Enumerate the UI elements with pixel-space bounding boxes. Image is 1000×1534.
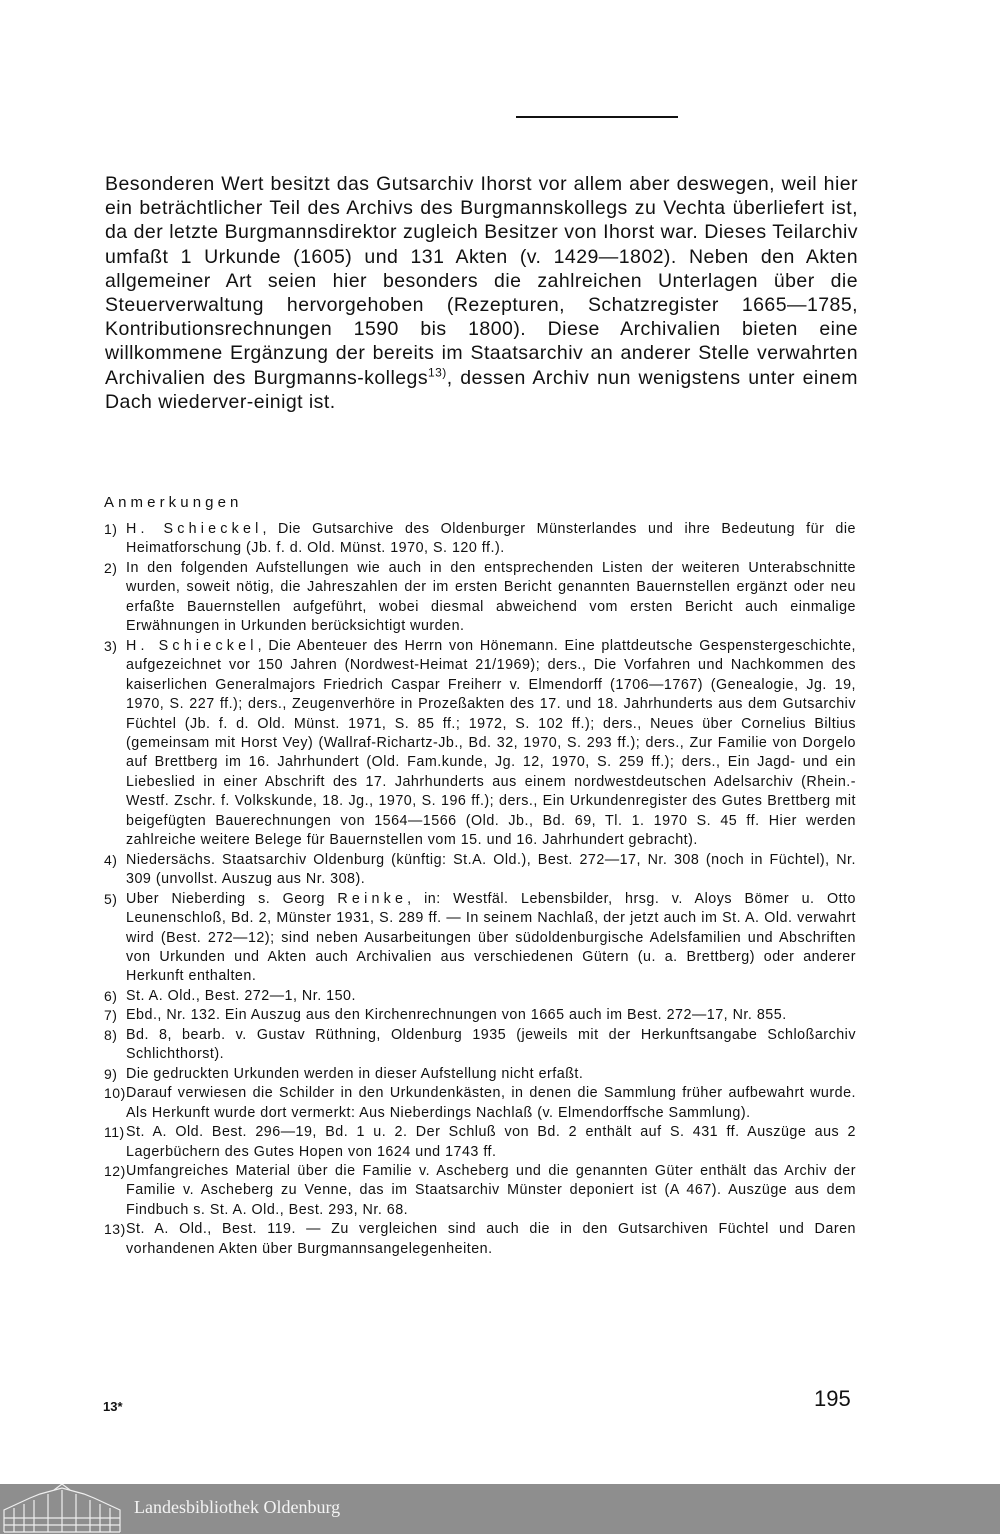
footnote-text: , in: Westfäl. Lebensbilder, hrsg. v. Aloys Bömer u. Otto Leunenschloß, Bd. 2, Münster 1931, S. 289 ff. — In seinem Nachlaß, der jetzt auch im St. A. Old. verwahrt wird (Best. 272—12); sind neben Ausarbeitungen über südoldenburgische Adelsfamilien und Abschriften von Urkunden und Akten auch Archivalien aus verschiedenen Gütern (u. a. Brettberg) oder anderer Herkunft enthalten. <box>126 890 856 985</box>
footnote-text: Umfangreiches Material über die Familie v. Ascheberg und die genannten Güter enthält das Archiv der Familie v. Ascheberg zu Venne, das im Staatsarchiv Münster deponiert ist (A 467). Auszüge aus dem Findbuch s. St. A. Old., Best. 293, Nr. 68. <box>126 1162 856 1218</box>
footnote-number: 13) <box>104 1221 126 1238</box>
footnote-author: H. Schieckel <box>126 521 263 537</box>
main-paragraph <box>105 172 858 414</box>
footnote-number: 5) <box>104 890 118 907</box>
footnote-text: , Die Abenteuer des Herrn von Hönemann. Eine plattdeutsche Gespenstergeschichte, aufgezeichnet vor 150 Jahren (Nordwest-Heimat 21/1969); ders., Die Vorfahren und Nachkommen des kaiserlichen Generalmajors Friedrich Caspar Freiherr v. Elmendorff (1706—1767) (Genealogie, Jg. 19, 1970, S. 227 ff.); ders., Zeugenverhöre in Prozeßakten des 17. und 18. Jahrhunderts aus dem Gutsarchiv Füchtel (Jb. f. d. Old. Münst. 1971, S. 85 ff.; 1972, S. 102 ff.); ders., Neues über Cornelius Biltius (gemeinsam mit Horst Vey) (Wallraf-Richartz-Jb., Bd. 32, 1970, S. 293 ff.); ders., Zur Familie von Dorgelo auf Brettberg im 16. Jahrhundert (Old. Fam.kunde, Jg. 12, 1970, S. 259 ff.); ders., Ein Jagd- und ein Liebeslied in einer Abschrift des 17. Jahrhunderts aus einem nordwestdeutschen Adelsarchiv (Rhein.-Westf. Zschr. f. Volkskunde, 18. Jg., 1970, S. 196 ff.); ders., Ein Urkundenregister des Gutes Brettberg mit beigefügten Bauerechnungen von 1564—1566 (Old. Jb., Bd. 69, Tl. 1. 1970 S. 45 ff. Hier werden zahlreiche weitere Belege für Bauernstellen vom 15. und 16. Jahrhundert gebracht). <box>126 637 856 849</box>
footnote-11 <box>104 1123 856 1162</box>
footnote-text: Darauf verwiesen die Schilder in den Urkundenkästen, in denen die Sammlung früher aufbewahrt wurde. Als Herkunft wurde dort vermerkt: Aus Nieberdings Nachlaß (v. Elmendorffsche Sammlung). <box>126 1085 856 1121</box>
footnote-text: , Die Gutsarchive des Oldenburger Münsterlandes und ihre Bedeutung für die Heimatforschung (Jb. f. d. Old. Münst. 1970, S. 120 ff.). <box>126 521 857 557</box>
footnote-number: 12) <box>104 1162 126 1179</box>
footnote-5 <box>104 890 856 987</box>
footnote-4 <box>104 851 856 890</box>
footnote-text: In den folgenden Aufstellungen wie auch in den entsprechenden Listen der weiteren Unterabschnitte wurden, soweit nötig, die Jahreszahlen der im ersten Bericht genannten Bauernstellen ergänzt oder neu erfaßte Bauernstellen aufgeführt, wobei diesmal abweichend vom ersten Bericht auch einmalige Erwähnungen in Urkunden berücksichtigt wurden. <box>126 559 856 635</box>
footnote-text: St. A. Old., Best. 119. — Zu vergleichen sind auch die in den Gutsarchiven Füchtel und Daren vorhandenen Akten über Burgmannsangelegenheiten. <box>126 1221 856 1257</box>
footnote-number: 6) <box>104 987 118 1004</box>
footnote-number: 1) <box>104 521 118 537</box>
footnote-13 <box>104 1220 856 1259</box>
footnote-ref[interactable]: 13) <box>428 365 447 380</box>
footnote-6 <box>104 987 856 1006</box>
footnotes-list <box>104 520 856 1259</box>
footnote-number: 9) <box>104 1065 118 1082</box>
footer-bar <box>0 1484 1000 1534</box>
main-text-part2: , dessen Archiv nun wenigstens unter einem Dach wiederver-einigt ist. <box>105 366 858 413</box>
footnote-author: Reinke <box>337 890 408 907</box>
footnote-number: 4) <box>104 851 118 868</box>
footnote-1 <box>104 520 856 559</box>
footnote-2 <box>104 559 856 637</box>
footnote-3 <box>104 637 856 851</box>
footnote-pre: Uber Nieberding s. Georg <box>126 890 338 907</box>
footnote-8 <box>104 1026 856 1065</box>
footnote-number: 7) <box>104 1007 118 1024</box>
footnote-number: 11) <box>104 1124 125 1141</box>
footnote-number: 8) <box>104 1026 118 1043</box>
footnote-7 <box>104 1006 856 1025</box>
footnote-number: 2) <box>104 559 118 576</box>
signature-mark: 13* <box>103 1399 123 1414</box>
library-name[interactable]: Landesbibliothek Oldenburg <box>134 1497 341 1517</box>
page-number: 195 <box>814 1386 851 1411</box>
footnote-9 <box>104 1065 856 1084</box>
library-building-icon <box>0 1484 126 1534</box>
footnote-text: St. A. Old., Best. 272—1, Nr. 150. <box>126 987 356 1004</box>
footnote-12 <box>104 1162 856 1220</box>
footnote-text: St. A. Old. Best. 296—19, Bd. 1 u. 2. Der Schluß von Bd. 2 enthält auf S. 431 ff. Auszüge aus 2 Lagerbüchern des Gutes Hopen von 1624 und 1743 ff. <box>126 1124 856 1160</box>
footnote-text: Die gedruckten Urkunden werden in dieser Aufstellung nicht erfaßt. <box>126 1065 584 1082</box>
footnote-number: 10) <box>104 1085 126 1102</box>
footnote-author: H. Schieckel <box>126 637 258 654</box>
footnote-text: Niedersächs. Staatsarchiv Oldenburg (künftig: St.A. Old.), Best. 272—17, Nr. 308 (noch in Füchtel), Nr. 309 (unvollst. Auszug aus Nr. 308). <box>126 851 856 888</box>
top-rule <box>516 116 678 118</box>
footnote-number: 3) <box>104 637 118 654</box>
footnote-text: Bd. 8, bearb. v. Gustav Rüthning, Oldenburg 1935 (jeweils mit der Herkunftsangabe Schloßarchiv Schlichthorst). <box>126 1026 856 1063</box>
notes-heading: Anmerkungen <box>104 494 243 511</box>
footnote-10 <box>104 1084 856 1123</box>
main-text-part1: Besonderen Wert besitzt das Gutsarchiv Ihorst vor allem aber deswegen, weil hier ein beträchtlicher Teil des Archivs des Burgmannskollegs zu Vechta überliefert ist, da der letzte Burgmannsdirektor zugleich Besitzer von Ihorst war. Dieses Teilarchiv umfaßt 1 Urkunde (1605) und 131 Akten (v. 1429—1802). Neben den Akten allgemeiner Art seien hier besonders die zahlreichen Unterlagen über die Steuerverwaltung hervorgehoben (Rezepturen, Schatzregister 1665—1785, Kontributionsrechnungen 1590 bis 1800). Diese Archivalien bieten eine willkommene Ergänzung der bereits im Staatsarchiv an anderer Stelle verwahrten Archivalien des Burgmanns-kollegs <box>105 173 858 389</box>
footnote-text: Ebd., Nr. 132. Ein Auszug aus den Kirchenrechnungen von 1665 auch im Best. 272—17, Nr. 855. <box>126 1007 787 1024</box>
